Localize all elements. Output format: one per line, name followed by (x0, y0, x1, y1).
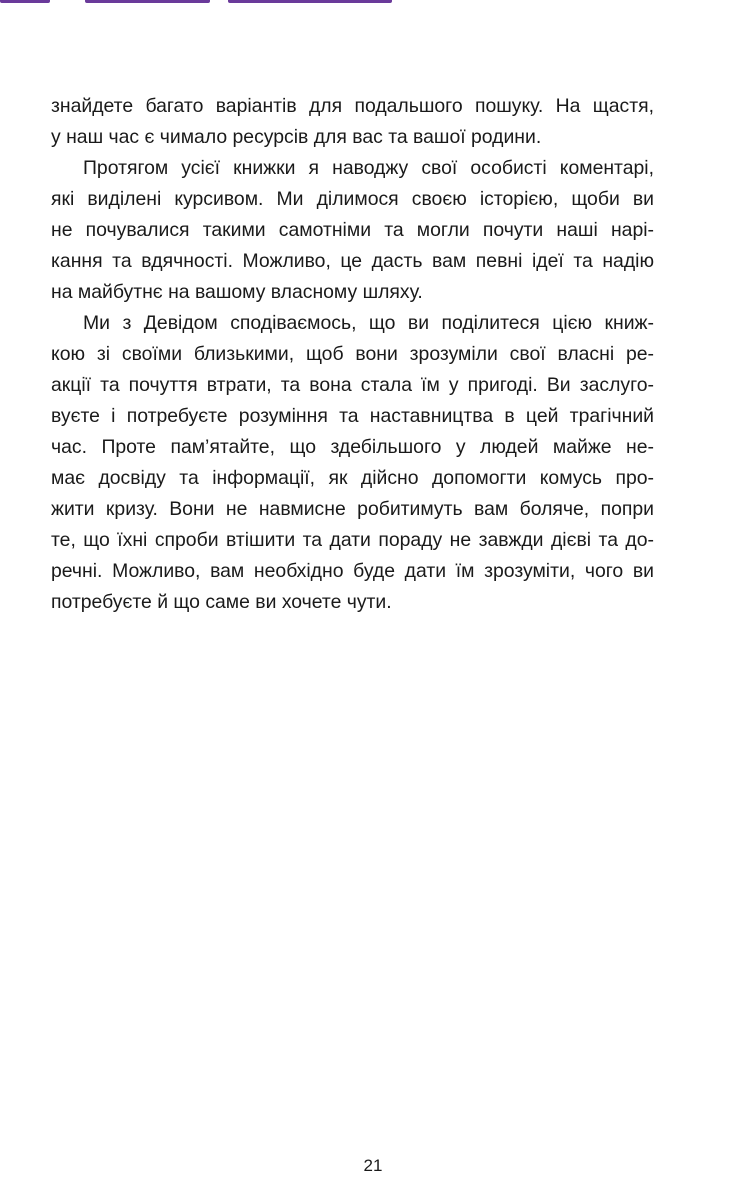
body-text (51, 91, 654, 618)
text-line: Протягом усієї книжки я наводжу свої особисті коментарі, (83, 157, 654, 179)
top-edge-mark (0, 0, 50, 3)
page-number: 21 (363, 1156, 383, 1175)
text-line: жити кризу. Вони не навмисне робитимуть вам боляче, попри (51, 498, 654, 520)
text-line: знайдете багато варіантів для подальшого пошуку. На щастя, (51, 95, 654, 117)
text-line: речні. Можливо, вам необхідно буде дати їм зрозуміти, чого ви (51, 560, 654, 582)
top-edge-mark (228, 0, 392, 3)
text-line: кання та вдячності. Можливо, це дасть вам певні ідеї та надію (51, 250, 654, 272)
text-line: кою зі своїми близькими, щоб вони зрозуміли свої власні ре- (51, 343, 654, 365)
text-line: те, що їхні спроби втішити та дати пораду не завжди дієві та до- (51, 529, 654, 551)
text-line: час. Проте пам’ятайте, що здебільшого у людей майже не- (51, 436, 654, 458)
text-line: акції та почуття втрати, та вона стала їм у пригоді. Ви заслуго- (51, 374, 654, 396)
text-line: вуєте і потребуєте розуміння та наставництва в цей трагічний (51, 405, 654, 427)
top-edge-mark (85, 0, 210, 3)
text-line: Ми з Девідом сподіваємось, що ви поділитеся цією книж- (83, 312, 654, 334)
text-line: потребуєте й що саме ви хочете чути. (51, 591, 392, 613)
text-line: які виділені курсивом. Ми ділимося своєю історією, щоби ви (51, 188, 654, 210)
text-line: на майбутнє на вашому власному шляху. (51, 281, 423, 303)
text-line: має досвіду та інформації, як дійсно допомогти комусь про- (51, 467, 654, 489)
text-line: не почувалися такими самотніми та могли почути наші нарі- (51, 219, 654, 241)
text-line: у наш час є чимало ресурсів для вас та вашої родини. (51, 126, 542, 148)
